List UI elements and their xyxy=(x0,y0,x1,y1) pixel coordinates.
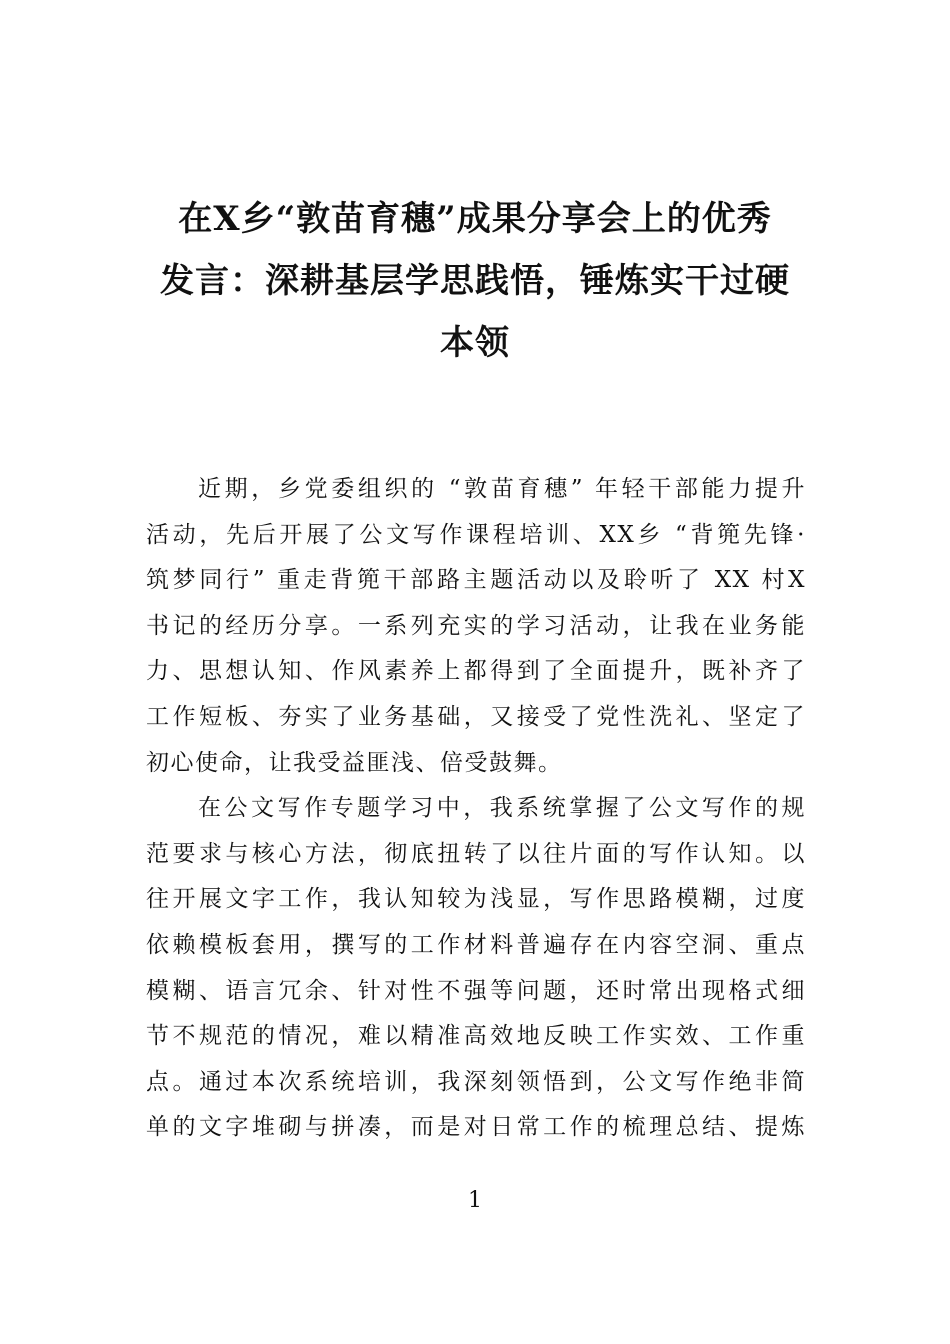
text-line: 依赖模板套用，撰写的工作材料普遍存在内容空洞、重点 xyxy=(146,931,806,958)
text-line: 在公文写作专题学习中，我系统掌握了公文写作的规 xyxy=(198,795,806,822)
text-line: 单的文字堆砌与拼凑，而是对日常工作的梳理总结、提炼 xyxy=(146,1114,806,1141)
text-line: 点。通过本次系统培训，我深刻领悟到，公文写作绝非简 xyxy=(146,1068,806,1095)
document-title xyxy=(140,188,810,374)
text-line: 范要求与核心方法，彻底扭转了以往片面的写作认知。以 xyxy=(146,840,806,867)
title-line: 发言：深耕基层学思践悟，锤炼实干过硬 xyxy=(160,261,790,301)
title-line: 本领 xyxy=(440,323,510,363)
text-line: 节不规范的情况，难以精准高效地反映工作实效、工作重 xyxy=(146,1023,806,1050)
text-line: 近期，乡党委组织的 “敦苗育穗” 年轻干部能力提升 xyxy=(198,476,806,502)
text-line: 初心使命，让我受益匪浅、倍受鼓舞。 xyxy=(146,749,563,776)
title-line: 在X乡“敦苗育穗”成果分享会上的优秀 xyxy=(178,199,772,239)
text-line: 书记的经历分享。一系列充实的学习活动，让我在业务能 xyxy=(146,612,806,639)
paragraph-1 xyxy=(146,467,806,786)
page-number: 1 xyxy=(468,1188,482,1213)
text-line: 工作短板、夯实了业务基础，又接受了党性洗礼、坚定了 xyxy=(146,703,806,730)
text-line: 筑梦同行” 重走背篼干部路主题活动以及聆听了 XX 村X xyxy=(146,567,806,594)
text-line: 模糊、语言冗余、针对性不强等问题，还时常出现格式细 xyxy=(146,977,806,1004)
text-line: 往开展文字工作，我认知较为浅显，写作思路模糊，过度 xyxy=(146,886,806,913)
paragraph-2 xyxy=(146,786,806,1151)
text-line: 力、思想认知、作风素养上都得到了全面提升，既补齐了 xyxy=(146,658,806,685)
document-body xyxy=(146,467,806,1151)
text-line: 活动，先后开展了公文写作课程培训、XX乡 “背篼先锋· xyxy=(146,521,806,548)
